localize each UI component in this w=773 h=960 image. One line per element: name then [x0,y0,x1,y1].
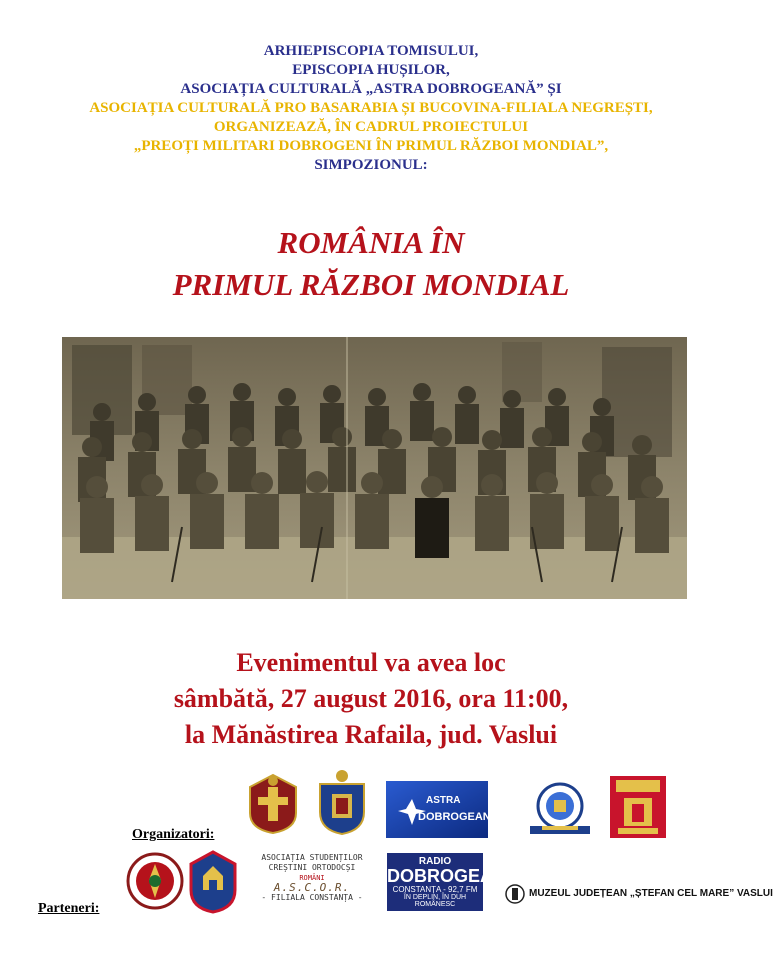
archdiocese-tomis-logo [246,773,300,835]
header-line: ASOCIAȚIA CULTURALĂ „ASTRA DOBROGEANĂ” ȘI [180,81,562,97]
astra-dobrogeana-logo [386,781,499,838]
header-line: EPISCOPIA HUȘILOR, [292,62,450,78]
museum-emblem-icon [505,884,525,904]
organizers-header [0,42,742,175]
partners-label: Parteneri: [38,901,100,916]
historical-group-photo [62,337,687,599]
ascor-logo [248,853,376,913]
photo-illustration [62,337,687,599]
radio-line2: DOBROGEA [387,866,494,886]
organizers-label: Organizatori: [132,827,215,842]
symposium-title [0,222,742,306]
radio-dobrogea-logo [387,853,494,911]
title-line: PRIMUL RĂZBOI MONDIAL [172,267,570,302]
partner-church-emblem [189,850,237,914]
ascor-line4: A.S.C.O.R. [273,881,351,894]
header-line: ARHIEPISCOPIA TOMISULUI, [263,43,479,59]
pro-basarabia-logo [528,780,592,838]
event-line: Evenimentul va avea loc [236,648,506,677]
astra-line2: DOBROGEANĂ [418,811,499,823]
ascor-line1: ASOCIAȚIA STUDENȚILOR [261,853,363,862]
ascor-line5: - FILIALA CONSTANȚA - [261,893,363,902]
radio-line3: CONSTANȚA - 92,7 FM [392,885,478,894]
event-location: la Mănăstirea Rafaila, jud. Vaslui [184,720,558,749]
radio-line1: RADIO [418,856,452,867]
diocese-husi-logo [316,768,368,836]
header-line: ORGANIZEAZĂ, ÎN CADRUL PROIECTULUI [213,119,529,135]
radio-line4: ÎN DEPLIN, ÎN DUH ROMÂNESC [403,894,467,908]
astra-line1: ASTRA [426,795,461,806]
event-details [0,645,742,753]
header-line: SIMPOZIONUL: [314,157,428,173]
ascor-line2: CREȘTINI ORTODOCȘI [268,863,356,872]
partner-circular-emblem [127,850,183,912]
title-line: ROMÂNIA ÎN [277,225,465,260]
ascor-line3: ROMÂNI [299,874,325,882]
museum-name: MUZEUL JUDEȚEAN „ȘTEFAN CEL MARE” VASLUI [529,888,773,899]
vaslui-museum-logo [503,884,773,904]
event-date: sâmbătă, 27 august 2016, ora 11:00, [173,684,569,713]
header-line: „PREOȚI MILITARI DOBROGENI ÎN PRIMUL RĂZBOI MONDIAL”, [133,138,609,154]
military-museum-logo [610,776,666,838]
header-line: ASOCIAȚIA CULTURALĂ PRO BASARABIA ȘI BUCOVINA-FILIALA NEGREȘTI, [89,100,653,116]
